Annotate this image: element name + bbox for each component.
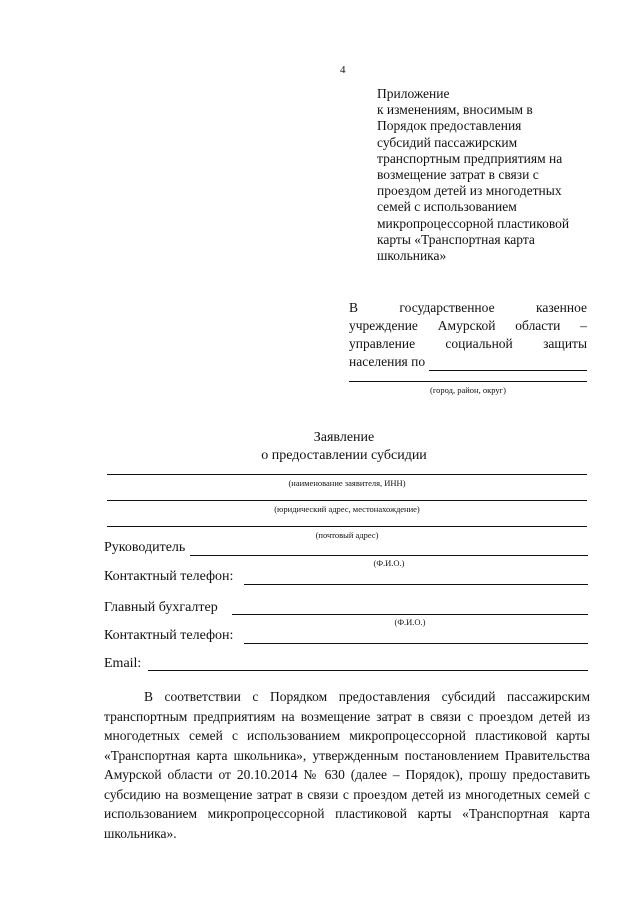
addressee-line bbox=[349, 299, 587, 317]
addressee-word: казенное bbox=[535, 300, 588, 315]
head-label: Руководитель bbox=[104, 540, 186, 555]
postal-address-caption: (почтовый адрес) bbox=[315, 530, 379, 540]
addressee-line bbox=[349, 353, 587, 371]
appendix-header bbox=[377, 86, 597, 264]
city-district-field[interactable] bbox=[349, 381, 587, 382]
head-fio-caption: (Ф.И.О.) bbox=[373, 558, 405, 568]
appendix-line: школьника» bbox=[377, 248, 447, 264]
appendix-line: транспортным предприятиям на bbox=[377, 150, 563, 166]
appendix-line: Порядок предоставления bbox=[377, 118, 522, 134]
appendix-line: микропроцессорной пластиковой bbox=[377, 215, 570, 231]
appendix-line: карты «Транспортная карта bbox=[377, 231, 535, 247]
phone-label-1: Контактный телефон: bbox=[104, 569, 234, 584]
addressee-word: В bbox=[349, 300, 359, 315]
accountant-label: Главный бухгалтер bbox=[104, 600, 218, 615]
phone-field-1[interactable] bbox=[244, 584, 588, 585]
addressee-word: области bbox=[515, 318, 561, 333]
addressee-word: социальной bbox=[445, 336, 513, 351]
email-label: Email: bbox=[104, 656, 142, 671]
appendix-line: к изменениям, вносимым в bbox=[377, 102, 533, 118]
postal-address-field[interactable] bbox=[107, 526, 587, 527]
accountant-name-field[interactable] bbox=[232, 614, 588, 615]
accountant-fio-caption: (Ф.И.О.) bbox=[394, 617, 426, 627]
addressee-population-label: населения по bbox=[349, 354, 426, 369]
addressee-word: управление bbox=[349, 336, 416, 351]
phone-label-2: Контактный телефон: bbox=[104, 628, 234, 643]
addressee-block bbox=[349, 299, 587, 371]
addressee-word: защиты bbox=[543, 336, 588, 351]
addressee-word: учреждение bbox=[349, 318, 418, 333]
appendix-line: Приложение bbox=[377, 86, 450, 101]
addressee-line bbox=[349, 335, 587, 353]
application-body-text: В соответствии с Порядком предоставления субсидий пассажирским транспортным предприятиям на возмещение затрат в связи с проездом детей из многодетных семей с использованием микропроцессорной пластиковой карты «Транспортная карта школьника», утвержденным постановлением Правительства Амурской области от 20.10.2014 № 630 (далее – Порядок), прошу предоставить субсидию на возмещение затрат в связи с проездом детей из многодетных семей с использованием микропроцессорной пластиковой карты «Транспортная карта школьника». bbox=[104, 689, 590, 841]
application-body bbox=[104, 687, 590, 843]
legal-address-field[interactable] bbox=[107, 500, 587, 501]
phone-field-2[interactable] bbox=[244, 643, 588, 644]
email-field[interactable] bbox=[148, 670, 588, 671]
addressee-line bbox=[349, 317, 587, 335]
appendix-line: субсидий пассажирским bbox=[377, 134, 518, 150]
form-title bbox=[0, 429, 640, 465]
appendix-line: семей с использованием bbox=[377, 199, 517, 215]
applicant-name-field[interactable] bbox=[107, 474, 587, 475]
form-subtitle-text: о предоставлении субсидии bbox=[261, 448, 427, 463]
form-title-text: Заявление bbox=[313, 430, 375, 445]
addressee-word: Амурской bbox=[437, 318, 496, 333]
page-number: 4 bbox=[340, 64, 346, 76]
addressee-word: государственное bbox=[399, 300, 495, 315]
applicant-caption: (наименование заявителя, ИНН) bbox=[288, 478, 406, 488]
population-region-field[interactable] bbox=[429, 357, 587, 371]
appendix-line: возмещение затрат в связи с bbox=[377, 167, 539, 183]
city-caption: (город, район, округ) bbox=[430, 385, 506, 395]
head-name-field[interactable] bbox=[190, 555, 588, 556]
legal-address-caption: (юридический адрес, местонахождение) bbox=[274, 504, 420, 514]
appendix-line: проездом детей из многодетных bbox=[377, 183, 562, 199]
addressee-word: – bbox=[580, 318, 588, 333]
